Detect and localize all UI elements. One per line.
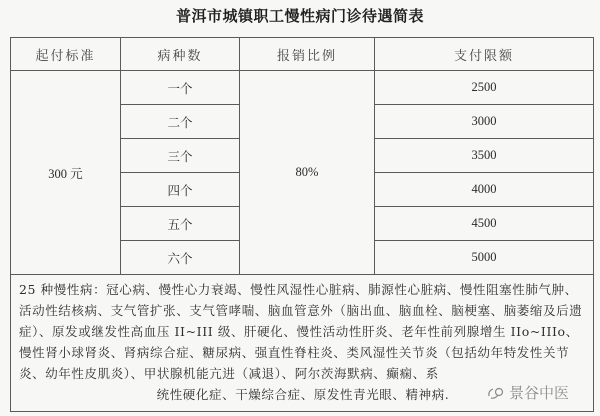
header-disease-count: 病种数	[121, 38, 240, 71]
header-reimbursement-ratio: 报销比例	[240, 38, 375, 71]
payment-limit-cell: 4500	[375, 207, 594, 241]
header-payment-limit: 支付限额	[375, 38, 594, 71]
table-header-row	[11, 38, 594, 71]
table-row	[11, 71, 594, 105]
disease-count-cell: 三个	[121, 139, 240, 173]
deductible-value: 300 元	[11, 71, 121, 275]
disease-count-cell: 一个	[121, 71, 240, 105]
disease-count-cell: 四个	[121, 173, 240, 207]
watermark-text: 景谷中医	[509, 384, 570, 402]
notes-main-text: 25 种慢性病：冠心病、慢性心力衰竭、慢性风湿性心脏病、肺源性心脏病、慢性阻塞性肺气肿、活动性结核病、支气管扩张、支气管哮喘、脑血管意外（脑出血、脑血栓、脑梗塞、脑萎缩及后遗症）、原发或继发性高血压 II~III 级、肝硬化、慢性活动性肝炎、老年性前列腺增生 IIo~IIIo、慢性肾小球肾炎、肾病综合症、糖尿病、强直性脊柱炎、类风湿性关节炎（包括幼年特发性关节炎、幼年性皮肌炎）、甲状腺机能亢进（减退）、阿尔茨海默病、癫痫、系	[19, 282, 583, 381]
watermark	[487, 382, 569, 403]
payment-limit-cell: 5000	[375, 241, 594, 275]
reimbursement-ratio-value: 80%	[240, 71, 375, 275]
benefits-table	[10, 37, 594, 412]
disease-count-cell: 二个	[121, 105, 240, 139]
header-deductible: 起付标准	[11, 38, 121, 71]
payment-limit-cell: 4000	[375, 173, 594, 207]
payment-limit-cell: 2500	[375, 71, 594, 105]
payment-limit-cell: 3000	[375, 105, 594, 139]
payment-limit-cell: 3500	[375, 139, 594, 173]
disease-count-cell: 六个	[121, 241, 240, 275]
wechat-logo-icon	[487, 386, 505, 400]
disease-count-cell: 五个	[121, 207, 240, 241]
page-title: 普洱市城镇职工慢性病门诊待遇简表	[175, 7, 424, 25]
notes-last-line: 统性硬化症、干燥综合症、原发性青光眼、精神病.	[156, 387, 450, 402]
